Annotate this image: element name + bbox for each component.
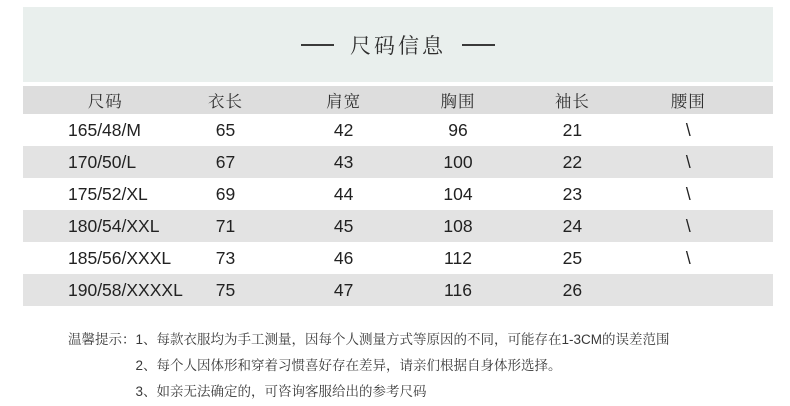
cell-size: 170/50/L	[68, 151, 137, 172]
col-header-waist: 腰围	[670, 93, 706, 111]
notes-section	[23, 327, 773, 405]
cell-waist: \	[685, 247, 691, 268]
cell-waist: \	[685, 119, 691, 140]
cell-sleeve: 21	[562, 119, 583, 140]
cell-shoulder: 43	[333, 151, 354, 172]
cell-shoulder: 47	[333, 279, 354, 300]
cell-chest: 116	[444, 279, 472, 300]
cell-size: 180/54/XXL	[68, 215, 160, 236]
cell-length: 73	[215, 247, 236, 268]
cell-shoulder: 44	[333, 183, 354, 204]
title-dash-right-icon	[462, 44, 495, 46]
col-header-sleeve: 袖长	[554, 93, 590, 111]
notes-label: 温馨提示：	[68, 332, 136, 347]
cell-shoulder: 42	[333, 119, 354, 140]
table-row	[23, 146, 773, 178]
col-header-shoulder: 肩宽	[326, 93, 362, 111]
page-title: 尺码信息	[350, 34, 446, 58]
note-line-1: 1、每款衣服均为手工测量，因每个人测量方式等原因的不同，可能存在1-3CM的误差范围	[135, 332, 670, 347]
size-table	[23, 86, 773, 306]
cell-chest: 96	[448, 119, 468, 140]
cell-chest: 112	[444, 247, 472, 268]
cell-shoulder: 46	[333, 247, 354, 268]
cell-size: 175/52/XL	[68, 183, 148, 204]
cell-length: 65	[215, 119, 236, 140]
cell-waist: \	[685, 215, 691, 236]
cell-length: 75	[215, 279, 236, 300]
cell-sleeve: 24	[562, 215, 583, 236]
cell-length: 67	[215, 151, 236, 172]
cell-size: 165/48/M	[68, 119, 141, 140]
cell-chest: 104	[443, 183, 473, 204]
cell-shoulder: 45	[333, 215, 354, 236]
cell-waist: \	[685, 151, 691, 172]
table-row	[23, 274, 773, 306]
cell-sleeve: 26	[562, 279, 583, 300]
col-header-chest: 胸围	[440, 93, 476, 111]
note-line-3: 3、如亲无法确定的，可咨询客服给出的参考尺码	[135, 384, 427, 399]
cell-waist	[631, 274, 774, 306]
cell-sleeve: 22	[562, 151, 583, 172]
col-header-size: 尺码	[87, 93, 123, 111]
cell-size: 190/58/XXXXL	[68, 279, 183, 300]
table-row	[23, 210, 773, 242]
note-line-2: 2、每个人因体形和穿着习惯喜好存在差异，请亲们根据自身体形选择。	[135, 358, 562, 373]
cell-chest: 100	[443, 151, 473, 172]
cell-size: 185/56/XXXL	[68, 247, 172, 268]
table-header-row	[23, 86, 773, 114]
cell-sleeve: 25	[562, 247, 583, 268]
title-band	[23, 7, 773, 82]
cell-length: 71	[215, 215, 236, 236]
table-row	[23, 114, 773, 146]
cell-chest: 108	[443, 215, 473, 236]
cell-sleeve: 23	[562, 183, 583, 204]
table-row	[23, 178, 773, 210]
notes-items	[136, 327, 774, 405]
cell-waist: \	[685, 183, 691, 204]
cell-length: 69	[215, 183, 236, 204]
col-header-length: 衣长	[208, 93, 243, 111]
table-row	[23, 242, 773, 274]
title-dash-left-icon	[301, 44, 334, 46]
